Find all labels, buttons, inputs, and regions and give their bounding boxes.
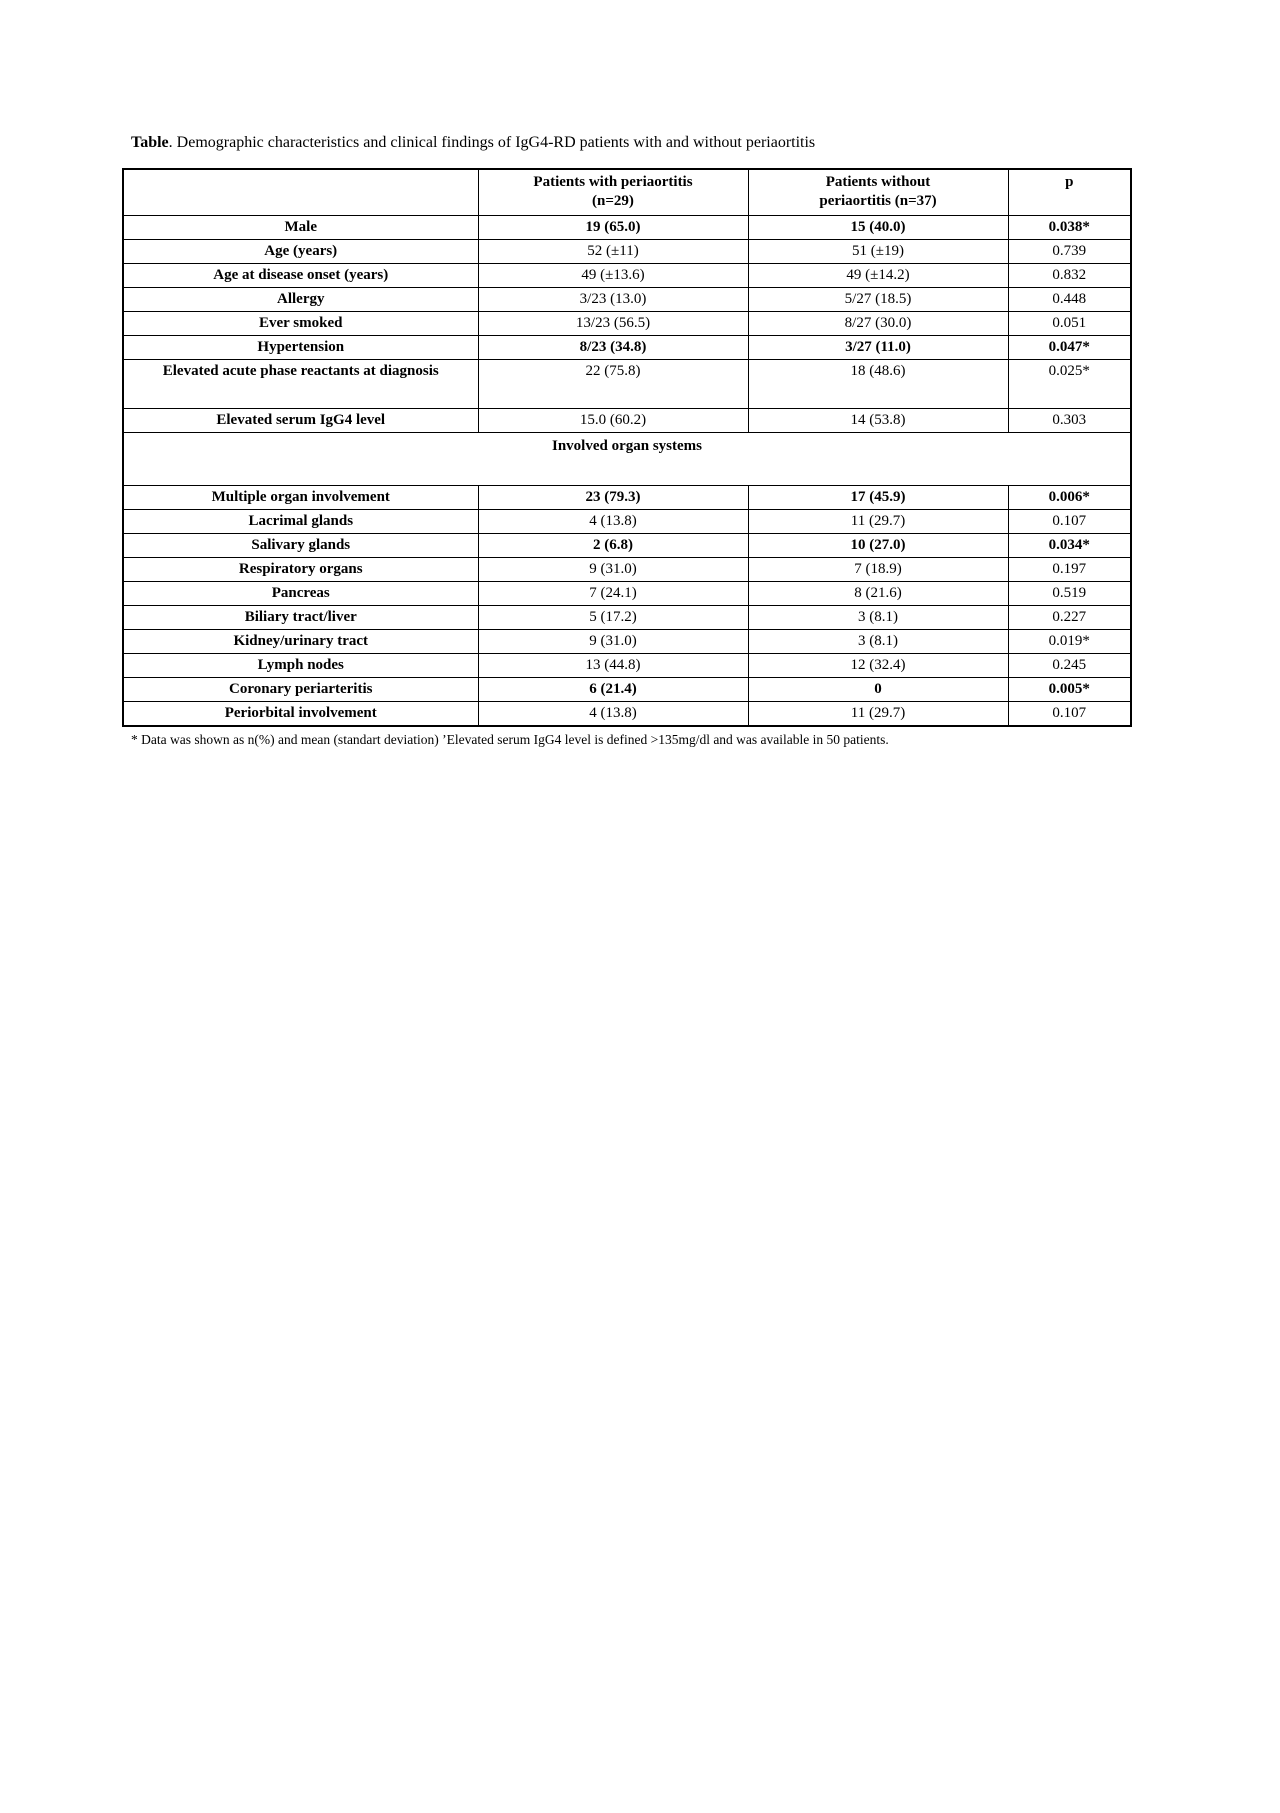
table-caption — [131, 133, 1130, 153]
p-value: 0.034* — [1008, 534, 1131, 558]
table-row — [123, 264, 1131, 288]
p-value: 0.025* — [1008, 360, 1131, 409]
page-content — [122, 133, 1130, 748]
table-row — [123, 336, 1131, 360]
header-row — [123, 169, 1131, 216]
caption-text: . Demographic characteristics and clinical findings of IgG4-RD patients with and without periaortitis — [168, 134, 816, 151]
p-value: 0.197 — [1008, 558, 1131, 582]
row-label: Kidney/urinary tract — [123, 630, 478, 654]
value-without-periaortitis: 17 (45.9) — [748, 486, 1008, 510]
table-row — [123, 630, 1131, 654]
value-with-periaortitis: 23 (79.3) — [478, 486, 748, 510]
value-without-periaortitis: 18 (48.6) — [748, 360, 1008, 409]
column-header-with-periaortitis: Patients with periaortitis (n=29) — [478, 169, 748, 216]
value-without-periaortitis: 51 (±19) — [748, 240, 1008, 264]
value-with-periaortitis: 19 (65.0) — [478, 216, 748, 240]
value-with-periaortitis: 22 (75.8) — [478, 360, 748, 409]
value-with-periaortitis: 13 (44.8) — [478, 654, 748, 678]
column-header-blank — [123, 169, 478, 216]
value-with-periaortitis: 52 (±11) — [478, 240, 748, 264]
table-row — [123, 582, 1131, 606]
p-value: 0.005* — [1008, 678, 1131, 702]
caption-label: Table — [131, 134, 169, 151]
value-without-periaortitis: 8 (21.6) — [748, 582, 1008, 606]
row-label: Elevated serum IgG4 level — [123, 409, 478, 433]
p-value: 0.245 — [1008, 654, 1131, 678]
value-without-periaortitis: 49 (±14.2) — [748, 264, 1008, 288]
row-label: Age at disease onset (years) — [123, 264, 478, 288]
p-value: 0.047* — [1008, 336, 1131, 360]
row-label: Biliary tract/liver — [123, 606, 478, 630]
p-value: 0.448 — [1008, 288, 1131, 312]
value-without-periaortitis: 15 (40.0) — [748, 216, 1008, 240]
value-with-periaortitis: 13/23 (56.5) — [478, 312, 748, 336]
value-with-periaortitis: 3/23 (13.0) — [478, 288, 748, 312]
p-value: 0.107 — [1008, 510, 1131, 534]
row-label: Multiple organ involvement — [123, 486, 478, 510]
table-row — [123, 360, 1131, 409]
row-label: Allergy — [123, 288, 478, 312]
row-label: Lacrimal glands — [123, 510, 478, 534]
table-footnote: * Data was shown as n(%) and mean (standart deviation) ’Elevated serum IgG4 level is defined >135mg/dl and was available in 50 patients. — [131, 732, 889, 747]
demographics-table — [122, 168, 1132, 727]
p-value: 0.227 — [1008, 606, 1131, 630]
value-without-periaortitis: 3 (8.1) — [748, 630, 1008, 654]
value-without-periaortitis: 10 (27.0) — [748, 534, 1008, 558]
value-with-periaortitis: 9 (31.0) — [478, 630, 748, 654]
table-row — [123, 702, 1131, 727]
value-without-periaortitis: 5/27 (18.5) — [748, 288, 1008, 312]
row-label: Age (years) — [123, 240, 478, 264]
value-without-periaortitis: 0 — [748, 678, 1008, 702]
value-without-periaortitis: 11 (29.7) — [748, 510, 1008, 534]
value-with-periaortitis: 2 (6.8) — [478, 534, 748, 558]
p-value: 0.051 — [1008, 312, 1131, 336]
value-with-periaortitis: 5 (17.2) — [478, 606, 748, 630]
value-without-periaortitis: 12 (32.4) — [748, 654, 1008, 678]
table-row — [123, 534, 1131, 558]
p-value: 0.303 — [1008, 409, 1131, 433]
value-with-periaortitis: 49 (±13.6) — [478, 264, 748, 288]
table-row — [123, 558, 1131, 582]
p-value: 0.107 — [1008, 702, 1131, 727]
p-value: 0.519 — [1008, 582, 1131, 606]
table-row — [123, 409, 1131, 433]
row-label: Elevated acute phase reactants at diagnosis — [123, 360, 478, 409]
row-label: Pancreas — [123, 582, 478, 606]
value-without-periaortitis: 3/27 (11.0) — [748, 336, 1008, 360]
value-with-periaortitis: 4 (13.8) — [478, 510, 748, 534]
value-with-periaortitis: 4 (13.8) — [478, 702, 748, 727]
table-row — [123, 678, 1131, 702]
table-row — [123, 486, 1131, 510]
column-header-p: p — [1008, 169, 1131, 216]
section-divider-row — [123, 433, 1131, 486]
table-row — [123, 288, 1131, 312]
row-label: Hypertension — [123, 336, 478, 360]
table-row — [123, 654, 1131, 678]
section-divider-label: Involved organ systems — [123, 433, 1131, 486]
table-row — [123, 216, 1131, 240]
value-without-periaortitis: 8/27 (30.0) — [748, 312, 1008, 336]
table-row — [123, 240, 1131, 264]
row-label: Lymph nodes — [123, 654, 478, 678]
row-label: Periorbital involvement — [123, 702, 478, 727]
row-label: Respiratory organs — [123, 558, 478, 582]
value-without-periaortitis: 14 (53.8) — [748, 409, 1008, 433]
value-with-periaortitis: 15.0 (60.2) — [478, 409, 748, 433]
row-label: Salivary glands — [123, 534, 478, 558]
value-with-periaortitis: 9 (31.0) — [478, 558, 748, 582]
p-value: 0.019* — [1008, 630, 1131, 654]
value-without-periaortitis: 11 (29.7) — [748, 702, 1008, 727]
value-without-periaortitis: 7 (18.9) — [748, 558, 1008, 582]
row-label: Ever smoked — [123, 312, 478, 336]
p-value: 0.038* — [1008, 216, 1131, 240]
table-row — [123, 510, 1131, 534]
p-value: 0.832 — [1008, 264, 1131, 288]
table-row — [123, 312, 1131, 336]
row-label: Male — [123, 216, 478, 240]
value-without-periaortitis: 3 (8.1) — [748, 606, 1008, 630]
value-with-periaortitis: 7 (24.1) — [478, 582, 748, 606]
p-value: 0.006* — [1008, 486, 1131, 510]
table-row — [123, 606, 1131, 630]
column-header-without-periaortitis: Patients without periaortitis (n=37) — [748, 169, 1008, 216]
value-with-periaortitis: 8/23 (34.8) — [478, 336, 748, 360]
row-label: Coronary periarteritis — [123, 678, 478, 702]
value-with-periaortitis: 6 (21.4) — [478, 678, 748, 702]
p-value: 0.739 — [1008, 240, 1131, 264]
